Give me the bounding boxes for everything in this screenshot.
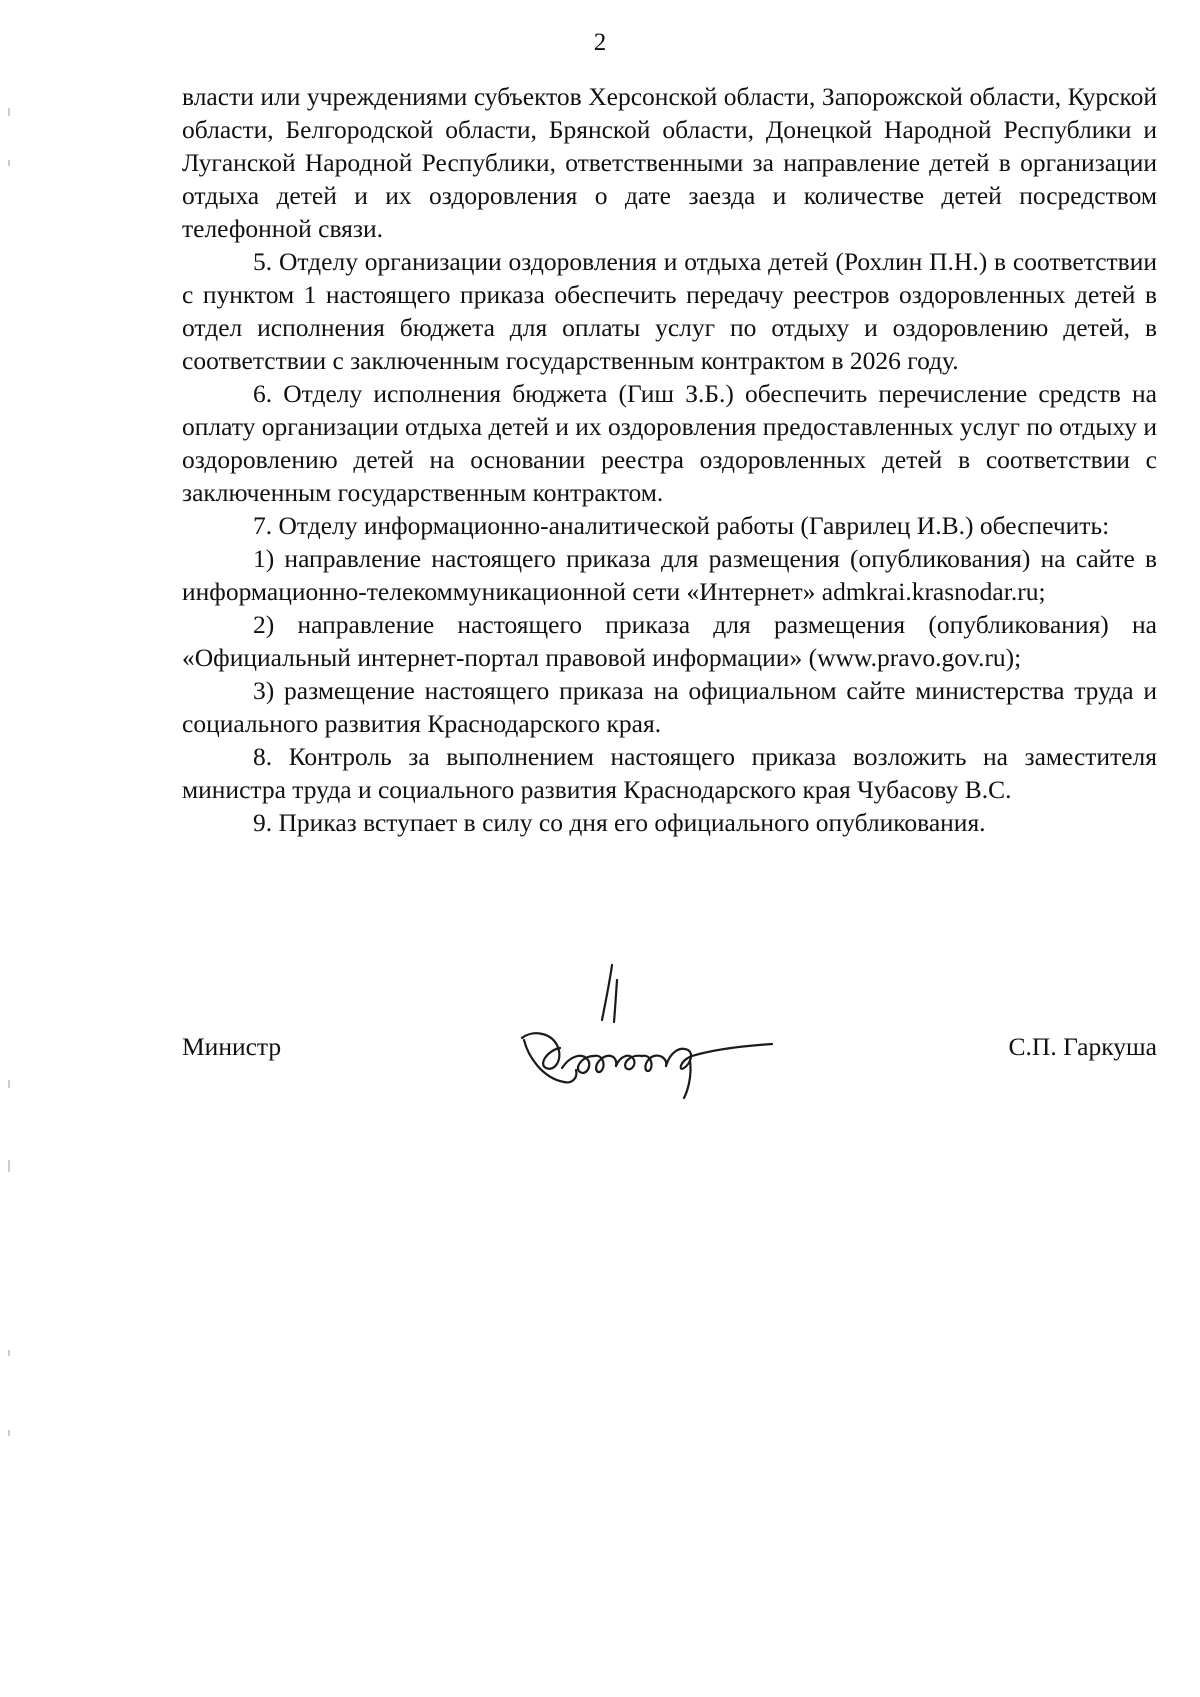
- paragraph-item-7-1: 1) направление настоящего приказа для размещения (опубликования) на сайте в информационно-телекоммуникационной сети «Интернет» admkrai.krasnodar.ru;: [182, 544, 1157, 606]
- scan-margin-marks: [6, 0, 12, 1697]
- paragraph-item-8: 8. Контроль за выполнением настоящего приказа возложить на заместителя министра труда и социального развития Краснодарского края Чубасову В.С.: [182, 742, 1157, 804]
- signatory-title: Министр: [182, 1032, 282, 1061]
- page-number: 2: [593, 29, 607, 56]
- paragraph-item-7-3: 3) размещение настоящего приказа на официальном сайте министерства труда и социального развития Краснодарского края.: [182, 676, 1157, 738]
- document-body: [182, 80, 1157, 839]
- handwritten-signature: [502, 960, 822, 1120]
- paragraph-item-9: 9. Приказ вступает в силу со дня его официального опубликования.: [253, 808, 986, 837]
- paragraph-item-7: 7. Отделу информационно-аналитической работы (Гаврилец И.В.) обеспечить:: [253, 511, 1110, 540]
- paragraph-continuation: власти или учреждениями субъектов Херсонской области, Запорожской области, Курской области, Белгородской области, Брянской области, Донецкой Народной Республики и Луганской Народной Республики, ответственными за направление детей в организации отдыха детей и их оздоровления о дате заезда и количестве детей посредством телефонной связи.: [182, 82, 1157, 243]
- paragraph-item-7-2: 2) направление настоящего приказа для размещения (опубликования) на «Официальный интернет-портал правовой информации» (www.pravo.gov.ru);: [182, 610, 1157, 672]
- paragraph-item-5: 5. Отделу организации оздоровления и отдыха детей (Рохлин П.Н.) в соответствии с пунктом 1 настоящего приказа обеспечить передачу реестров оздоровленных детей в отдел исполнения бюджета для оплаты услуг по отдыху и оздоровлению детей, в соответствии с заключенным государственным контрактом в 2026 году.: [182, 247, 1157, 375]
- signature-block: [182, 1020, 1157, 1110]
- signatory-name: С.П. Гаркуша: [1008, 1032, 1157, 1061]
- paragraph-item-6: 6. Отделу исполнения бюджета (Гиш З.Б.) обеспечить перечисление средств на оплату организации отдыха детей и их оздоровления предоставленных услуг по отдыху и оздоровлению детей на основании реестра оздоровленных детей в соответствии с заключенным государственным контрактом.: [182, 379, 1157, 507]
